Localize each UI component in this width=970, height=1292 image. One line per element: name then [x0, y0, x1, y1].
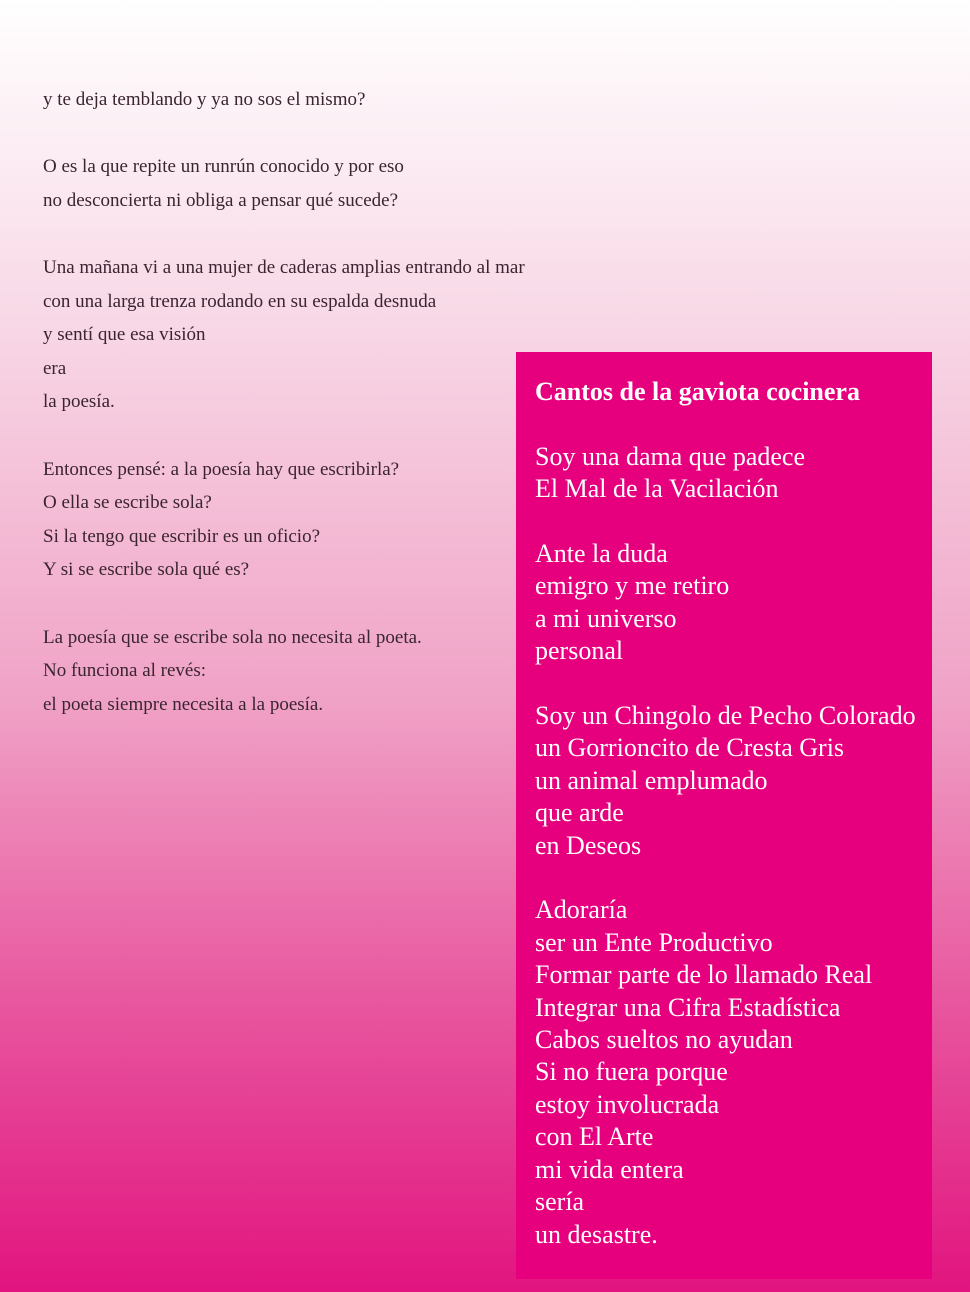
sidebar-line: emigro y me retiro	[535, 571, 730, 601]
sidebar-line: Integrar una Cifra Estadística	[535, 992, 841, 1022]
sidebar-line: Ante la duda	[535, 539, 668, 568]
poem-line: no desconcierta ni obliga a pensar qué sucede?	[43, 189, 399, 211]
poem-line: Y si se escribe sola qué es?	[43, 559, 250, 581]
poem-line: y sentí que esa visión	[43, 324, 206, 346]
sidebar-line: personal	[535, 636, 624, 666]
poem-line: La poesía que se escribe sola no necesita al poeta.	[43, 626, 422, 648]
sidebar-line: Formar parte de lo llamado Real	[535, 960, 873, 990]
poem-line: O ella se escribe sola?	[43, 492, 212, 514]
poem-line: y te deja temblando y ya no sos el mismo?	[43, 89, 366, 110]
poem-line: Si la tengo que escribir es un oficio?	[43, 525, 321, 547]
sidebar-line: Adoraría	[535, 895, 628, 925]
stanza-break	[535, 506, 932, 538]
stanza-break	[535, 408, 932, 440]
sidebar-title: Cantos de la gaviota cocinera	[535, 377, 860, 406]
sidebar-line: El Mal de la Vacilación	[535, 474, 779, 504]
sidebar-line: un Gorrioncito de Cresta Gris	[535, 733, 845, 763]
poem-line: el poeta siempre necesita a la poesía.	[43, 693, 324, 715]
sidebar-line: estoy involucrada	[535, 1089, 720, 1119]
stanza-break	[43, 217, 603, 251]
sidebar-line: un desastre.	[535, 1219, 658, 1249]
sidebar-line: mi vida entera	[535, 1154, 684, 1184]
poem-line: Entonces pensé: a la poesía hay que escribirla?	[43, 458, 400, 480]
sidebar-line: a mi universo	[535, 603, 677, 633]
poem-line: Una mañana vi a una mujer de caderas amplias entrando al mar	[43, 256, 525, 278]
sidebar-poem-box	[516, 352, 932, 1279]
poem-line: era	[43, 357, 67, 379]
stanza-break	[43, 117, 603, 151]
stanza-break	[535, 668, 932, 700]
poem-line: O es la que repite un runrún conocido y por eso	[43, 156, 404, 178]
poem-line: No funciona al revés:	[43, 660, 207, 682]
stanza-break	[535, 862, 932, 894]
sidebar-line: un animal emplumado	[535, 765, 768, 795]
sidebar-line: con El Arte	[535, 1122, 654, 1152]
sidebar-line: que arde	[535, 798, 624, 828]
sidebar-line: ser un Ente Productivo	[535, 927, 773, 957]
sidebar-line: Soy un Chingolo de Pecho Colorado	[535, 701, 916, 731]
sidebar-line: sería	[535, 1187, 585, 1217]
poem-line: con una larga trenza rodando en su espalda desnuda	[43, 290, 437, 312]
poem-line: la poesía.	[43, 391, 115, 413]
sidebar-line: Si no fuera porque	[535, 1057, 728, 1087]
sidebar-line: en Deseos	[535, 830, 642, 860]
sidebar-line: Soy una dama que padece	[535, 441, 806, 471]
sidebar-line: Cabos sueltos no ayudan	[535, 1025, 793, 1055]
